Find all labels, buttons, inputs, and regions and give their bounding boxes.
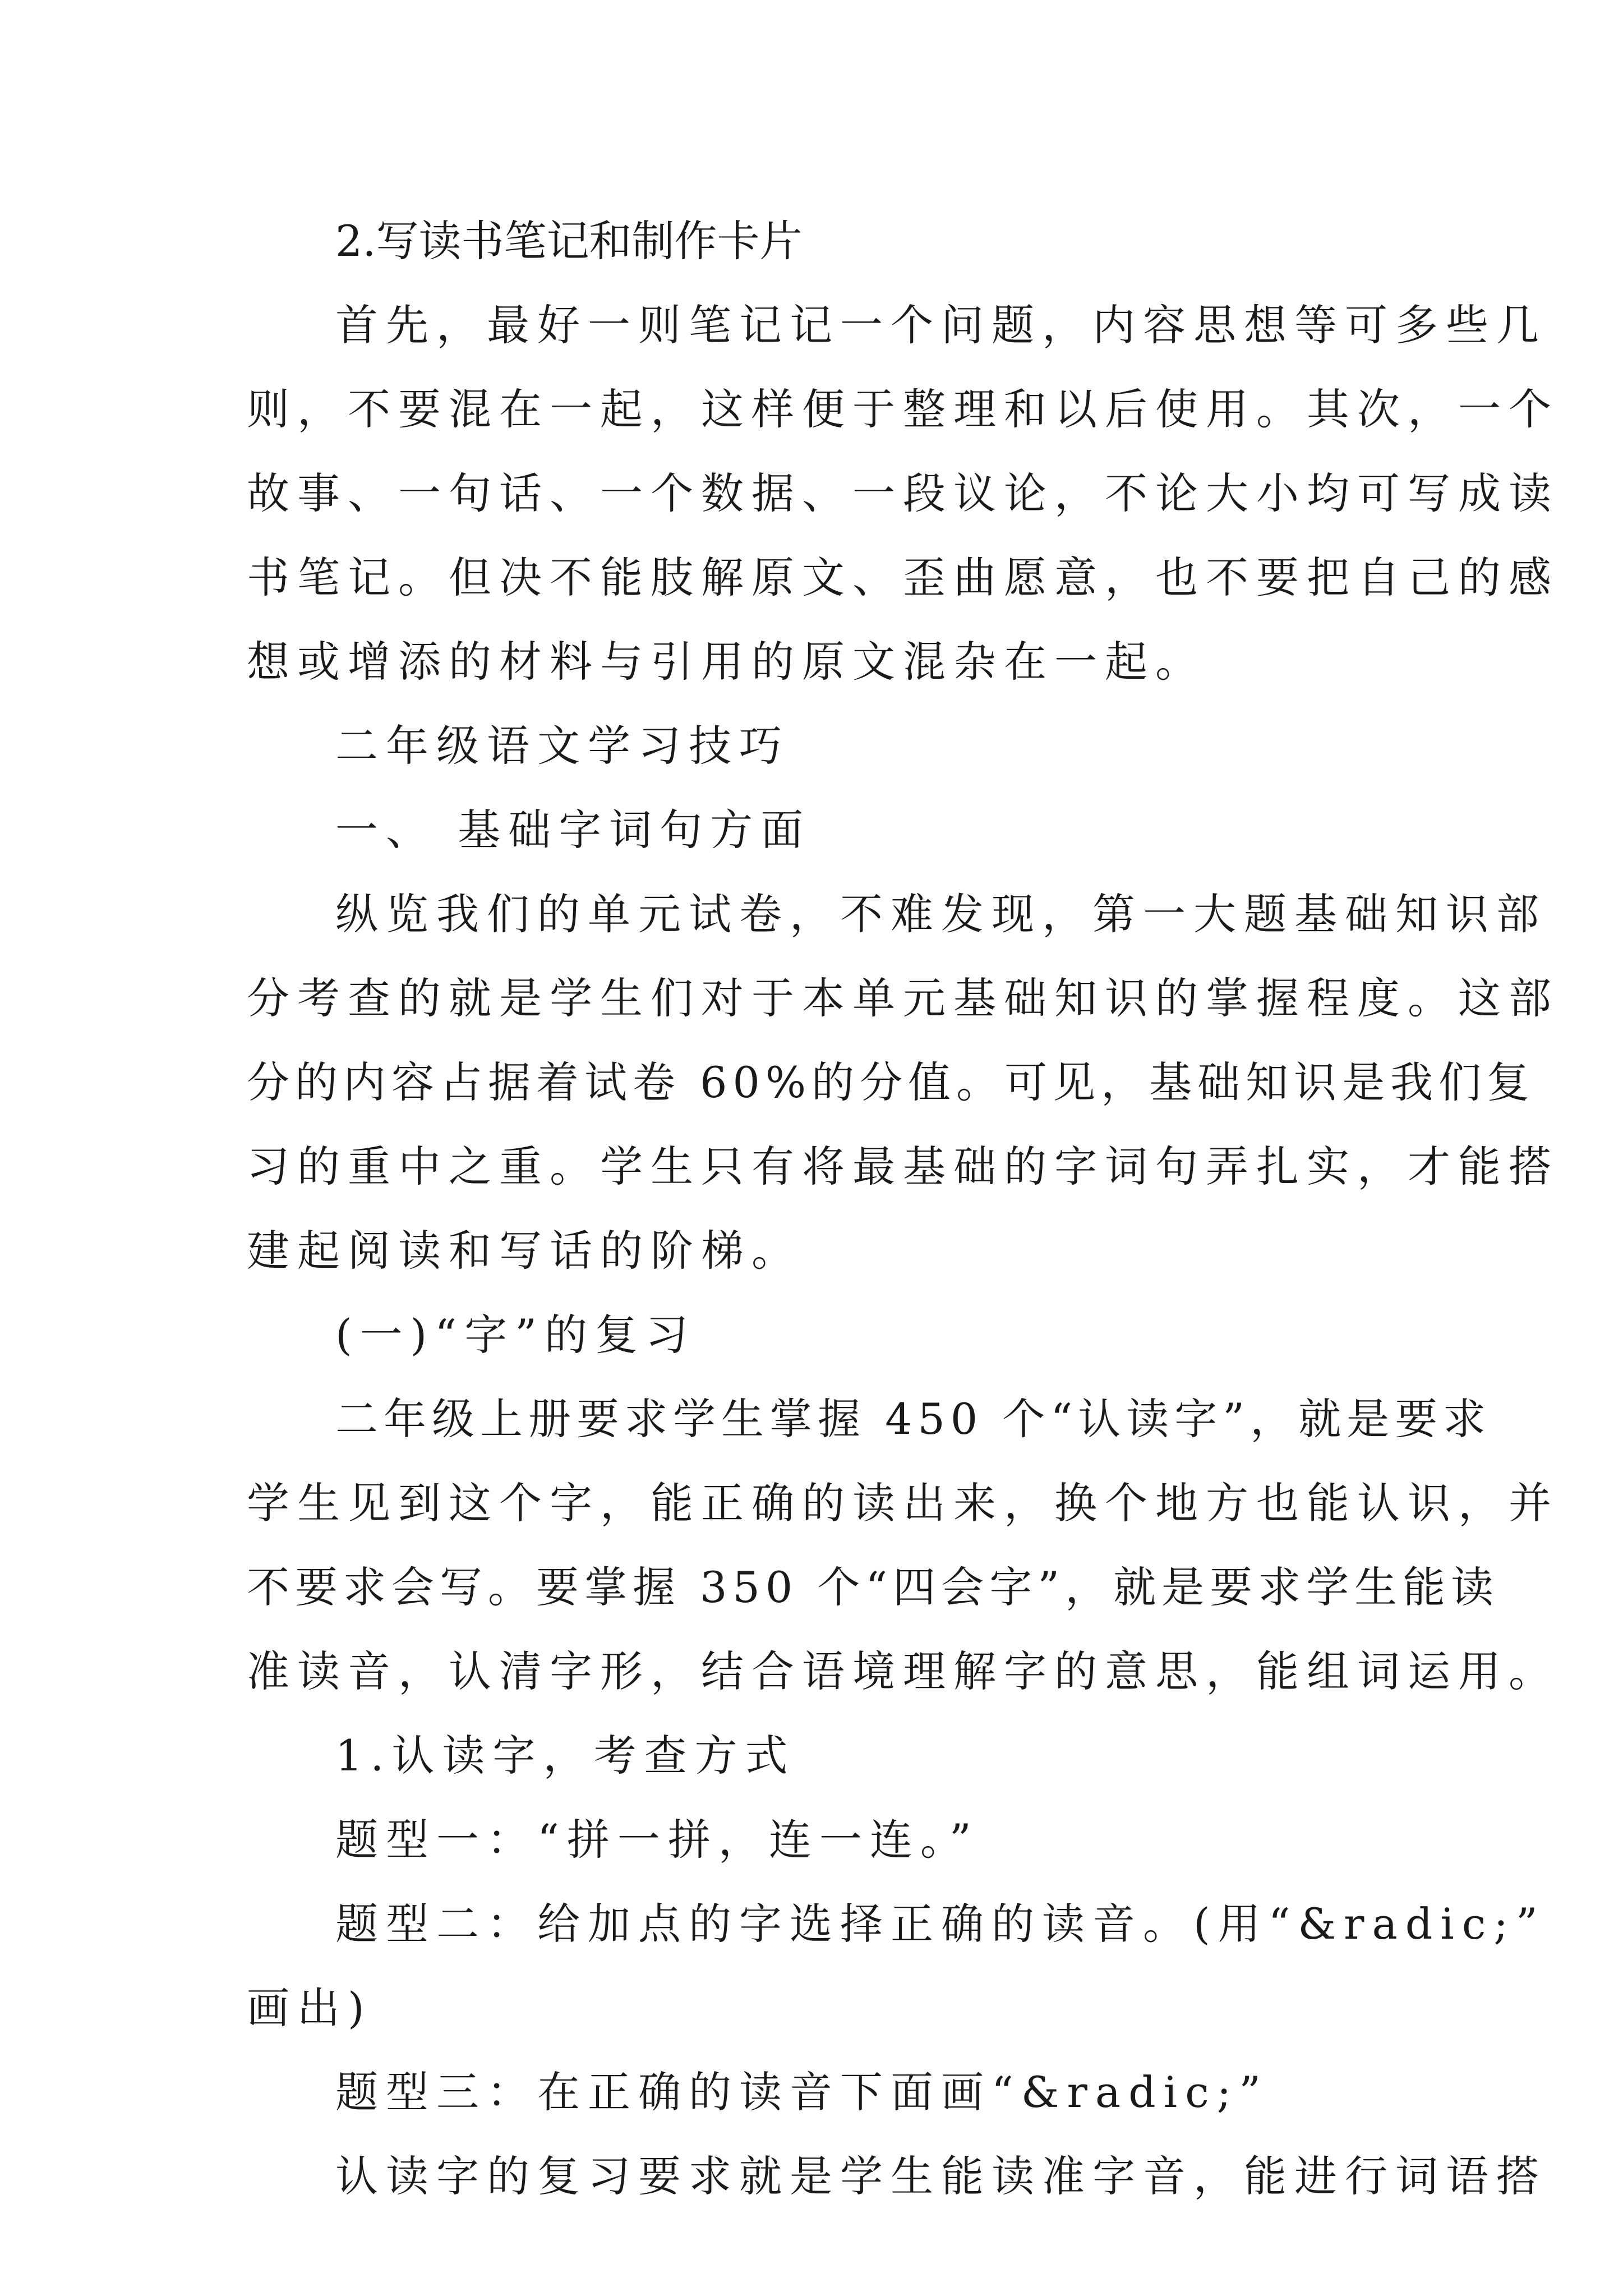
paragraph-line: 分的内容占据着试卷 60%的分值。可见，基础知识是我们复 bbox=[247, 1057, 1536, 1107]
paragraph-line: 分考查的就是学生们对于本单元基础知识的掌握程度。这部 bbox=[247, 973, 1559, 1023]
paragraph-line: 认读字的复习要求就是学生能读准字音，能进行词语搭 bbox=[335, 2151, 1547, 2201]
paragraph-line: 学生见到这个字，能正确的读出来，换个地方也能认识，并 bbox=[247, 1478, 1559, 1528]
paragraph-line: 想或增添的材料与引用的原文混杂在一起。 bbox=[247, 637, 1206, 687]
question-type-line: 题型一：“拼一拼，连一连。” bbox=[335, 1815, 979, 1865]
paragraph-line: 习的重中之重。学生只有将最基础的字词句弄扎实，才能搭 bbox=[247, 1142, 1559, 1191]
paragraph-line: 不要求会写。要掌握 350 个“四会字”，就是要求学生能读 bbox=[247, 1562, 1500, 1612]
list-heading: 1.认读字，考查方式 bbox=[335, 1731, 796, 1780]
paragraph-line: 纵览我们的单元试卷，不难发现，第一大题基础知识部 bbox=[335, 889, 1547, 939]
question-type-line: 题型三：在正确的读音下面画“&radic;” bbox=[335, 2067, 1269, 2117]
heading-reading-notes: 2.写读书笔记和制作卡片 bbox=[335, 216, 803, 266]
paragraph-line: 故事、一句话、一个数据、一段议论，不论大小均可写成读 bbox=[247, 468, 1559, 518]
paragraph-line: 二年级上册要求学生掌握 450 个“认读字”，就是要求 bbox=[335, 1394, 1492, 1444]
paragraph-line: 建起阅读和写话的阶梯。 bbox=[247, 1226, 802, 1276]
paragraph-line: 书笔记。但决不能肢解原文、歪曲愿意，也不要把自己的感 bbox=[247, 553, 1559, 602]
paragraph-line: 则，不要混在一起，这样便于整理和以后使用。其次，一个 bbox=[247, 384, 1559, 434]
question-type-line: 题型二：给加点的字选择正确的读音。(用“&radic;” bbox=[335, 1899, 1546, 1949]
subsection-heading: (一)“字”的复习 bbox=[335, 1310, 697, 1360]
paragraph-line: 首先，最好一则笔记记一个问题，内容思想等可多些几 bbox=[335, 300, 1547, 350]
section-title: 二年级语文学习技巧 bbox=[335, 721, 790, 771]
subsection-heading: 一、 基础字词句方面 bbox=[335, 805, 811, 855]
paragraph-line: 画出) bbox=[247, 1983, 372, 2033]
paragraph-line: 准读音，认清字形，结合语境理解字的意思，能组词运用。 bbox=[247, 1646, 1559, 1696]
